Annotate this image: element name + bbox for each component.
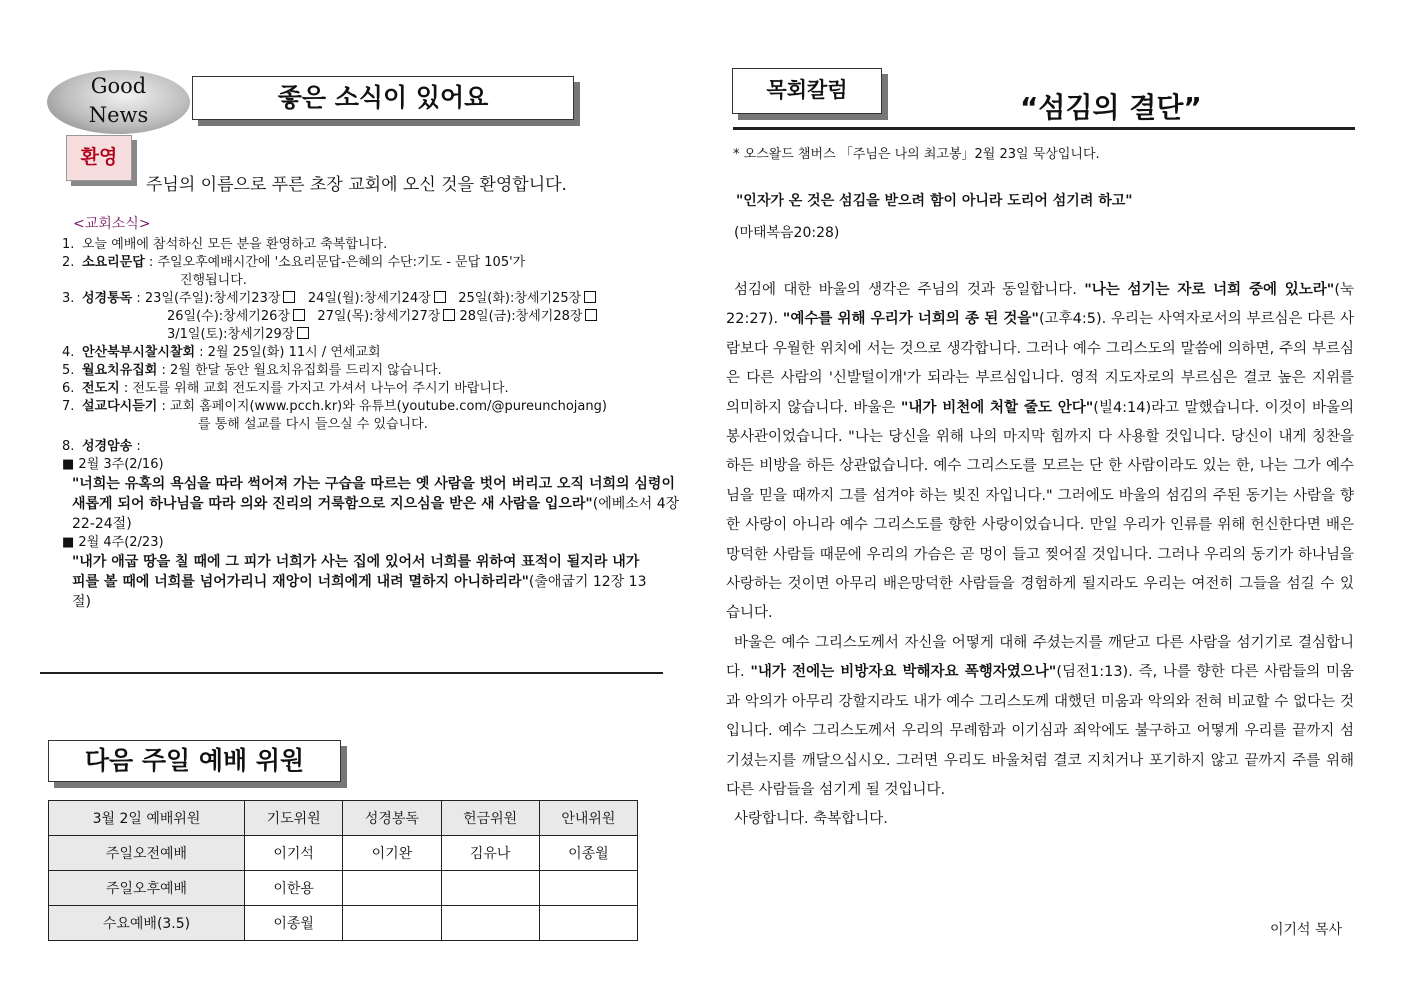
column-quote: "인자가 온 것은 섬김을 받으려 함이 아니라 도리어 섬기려 하고" [736, 193, 1133, 209]
church-news-heading: <교회소식> [73, 216, 151, 232]
column-quote-ref: (마태복음20:28) [734, 225, 840, 241]
memory-verse-2: "내가 애굽 땅을 칠 때에 그 피가 너희가 사는 집에 있어서 너희를 위하여 표적이 될지라 내가 피를 볼 때에 너희를 넘어가리니 재앙이 너희에게 내려 멸하지 아니하리라"(출애굽기 12장 13절) [72, 554, 647, 610]
column-signature: 이기석 목사 [1270, 922, 1343, 938]
table-row: 주일오후예배 이한용 [49, 871, 638, 906]
table-row: 주일오전예배 이기석 이기완 김유나 이종월 [49, 836, 638, 871]
table-header-row: 3월 2일 예배위원 기도위원 성경봉독 헌금위원 안내위원 [49, 801, 638, 836]
paragraph: 섬김에 대한 바울의 생각은 주님의 것과 동일합니다. "나는 섬기는 자로 너희 중에 있노라"(눅22:27). "예수를 위해 우리가 너희의 종 된 것을"(고후4:5). 우리는 사역자로서의 부르심은 다른 사람보다 우월한 위치에 서는 것으로 생각합니다. 그러나 예수 그리스도의 말씀에 의하면, 주의 부르심은 다른 사람의 '신발털이개'가 되라는 부르심입니다. 영적 지도자로의 부르심은 결코 높은 지위를 의미하지 않습니다. 바울은 "내가 비천에 처할 줄도 안다"(빌4:14)라고 말했습니다. 이것이 바울의 봉사관이었습니다. "나는 당신을 위해 나의 마지막 힘까지 다 사용할 것입니다. 당신이 내게 칭찬을 하든 비방을 하든 상관없습니다. 예수 그리스도를 모르는 단 한 사람이라도 있는 한, 나는 그가 예수님을 믿을 때까지 그를 섬겨야 하는 빚진 자입니다." 그러에도 바울의 섬김의 주된 동기는 사람을 향한 사랑이 아니라 예수 그리스도를 향한 사랑이었습니다. 만일 우리가 인류를 위해 헌신한다면 배은망덕한 사람들 때문에 우리의 가슴은 곧 멍이 들고 찢어질 것입니다. 그러나 우리의 동기가 하나님을 사랑하는 것이면 아무리 배은망덕한 사람들을 경험하게 될지라도 우리는 여전히 그들을 섬길 수 있습니다. [726, 282, 1354, 622]
list-item: 1. 오늘 예배에 참석하신 모든 분을 환영하고 축복합니다. [62, 237, 388, 252]
checkbox [434, 291, 446, 303]
next-week-title: 다음 주일 예배 위원 [48, 740, 341, 782]
column-body [726, 276, 1354, 835]
checkbox [297, 327, 309, 339]
welcome-tag: 환영 [66, 135, 132, 181]
list-item: 5. 월요치유집회 : 2월 한달 동안 월요치유집회를 드리지 않습니다. [62, 363, 442, 378]
list-item: 3. 성경통독 : 23일(주일):창세기23장 24일(월):창세기24장 25일(화):창세기25장 [62, 290, 690, 308]
checkbox [585, 309, 597, 321]
list-item: 7. 설교다시듣기 : 교회 홈페이지(www.pcch.kr)와 유튜브(youtube.com/@pureunchojang) [62, 399, 607, 414]
list-item: 4. 안산북부시찰시찰회 : 2월 25일(화) 11시 / 연세교회 [62, 345, 381, 360]
left-divider [40, 672, 663, 674]
memory-week1: ■ 2월 3주(2/16) [62, 457, 164, 472]
memory-week2: ■ 2월 4주(2/23) [62, 535, 164, 550]
checkbox [584, 291, 596, 303]
checkbox [293, 309, 305, 321]
table-row: 수요예배(3.5) 이종월 [49, 906, 638, 941]
oval-line2: News [88, 103, 149, 127]
column-note: * 오스왈드 챔버스 「주님은 나의 최고봉」2월 23일 묵상입니다. [733, 147, 1100, 162]
paragraph: 바울은 예수 그리스도께서 자신을 어떻게 대해 주셨는지를 깨닫고 다른 사람을 섬기기로 결심합니다. "내가 전에는 비방자요 박해자요 폭행자였으나"(딤전1:13). 즉, 나를 향한 다른 사람들의 미움과 악의가 아무리 강할지라도 내가 예수 그리스도께 대했던 미움과 악의와 전혀 비교할 수 없다는 것입니다. 예수 그리스도께서 우리의 무례함과 이기심과 죄악에도 불구하고 어떻게 우리를 끝까지 섬기셨는지를 깨달으십시오. 그러면 우리도 바울처럼 결코 지치거나 포기하지 않고 끝까지 주를 위해 다른 사람들을 섬기게 될 것입니다. [726, 634, 1354, 798]
list-item: 6. 전도지 : 전도를 위해 교회 전도지를 가지고 가셔서 나누어 주시기 바랍니다. [62, 381, 509, 396]
good-news-title: 좋은 소식이 있어요 [192, 76, 574, 120]
duty-table [48, 800, 638, 941]
checkbox [283, 291, 295, 303]
paragraph: 사랑합니다. 축복합니다. [734, 811, 888, 828]
column-title: “섬김의 결단” [1020, 91, 1202, 124]
checkbox [443, 309, 455, 321]
welcome-text: 주님의 이름으로 푸른 초장 교회에 오신 것을 환영합니다. [146, 175, 567, 195]
memory-verse-1: "너희는 유혹의 욕심을 따라 썩어져 가는 구습을 따르는 옛 사람을 벗어 버리고 오직 너희의 심령이 새롭게 되어 하나님을 따라 의와 진리의 거룩함으로 지으심을 받은 새 사람을 입으라"(에베소서 4장 22-24절) [72, 476, 680, 532]
list-item: 2. 소요리문답 : 주일오후예배시간에 '소요리문답-은혜의 수단:기도 - 문답 105'가 [62, 255, 526, 270]
list-item: 8. 성경암송 : [62, 439, 141, 454]
right-divider [733, 127, 1355, 130]
pastor-column-tag: 목회칼럼 [732, 68, 882, 114]
good-news-oval [47, 70, 190, 134]
oval-line1: Good [90, 74, 147, 98]
church-news-list: 1. 오늘 예배에 참석하신 모든 분을 환영하고 축복합니다. 2. 소요리문답 : 주일오후예배시간에 '소요리문답-은혜의 수단:기도 - 문답 105'가 진행됩니다. 3. 성경통독 : 23일(주일):창세기23장 24일(월):창세기24장 25일(화):창세기25장 26일(수):창세기26장 27일(목):창세기27장 28일(금):창세기28장 3/1일(토):창세기29장 4. 안산북부시찰시찰회 : 2월 25일(화) 11시 / 연세교회 5. 월요치유집회 : 2월 한달 동안 월요치유집회를 드리지 않습니다. 6. 전도지 : 전도를 위해 교회 전도지를 가지고 가셔서 나누어 주시기 바랍니다. 7. 설교다시듣기 : 교회 홈페이지(www.pcch.kr)와 유튜브(youtube.com/@pureunchojang) 를 통해 설교를 다시 들으실 수 있습니다. 8. 성경암송 : ■ 2월 3주(2/16) "너희는 유혹의 욕심을 따라 썩어져 가는 구습을 따르는 옛 사람을 벗어 버리고 오직 너희의 심령이 새롭게 되어 하나님을 따라 의와 진리의 거룩함으로 지으심을 받은 새 사람을 입으라"(에베소서 4장 22-24절) ■ 2월 4주(2/23) "내가 애굽 땅을 칠 때에 그 피가 너희가 사는 집에 있어서 너희를 위하여 표적이 될지라 내가 피를 볼 때에 너희를 넘어가리니 재앙이 너희에게 내려 멸하지 아니하리라"(출애굽기 12장 13절) [62, 236, 690, 612]
